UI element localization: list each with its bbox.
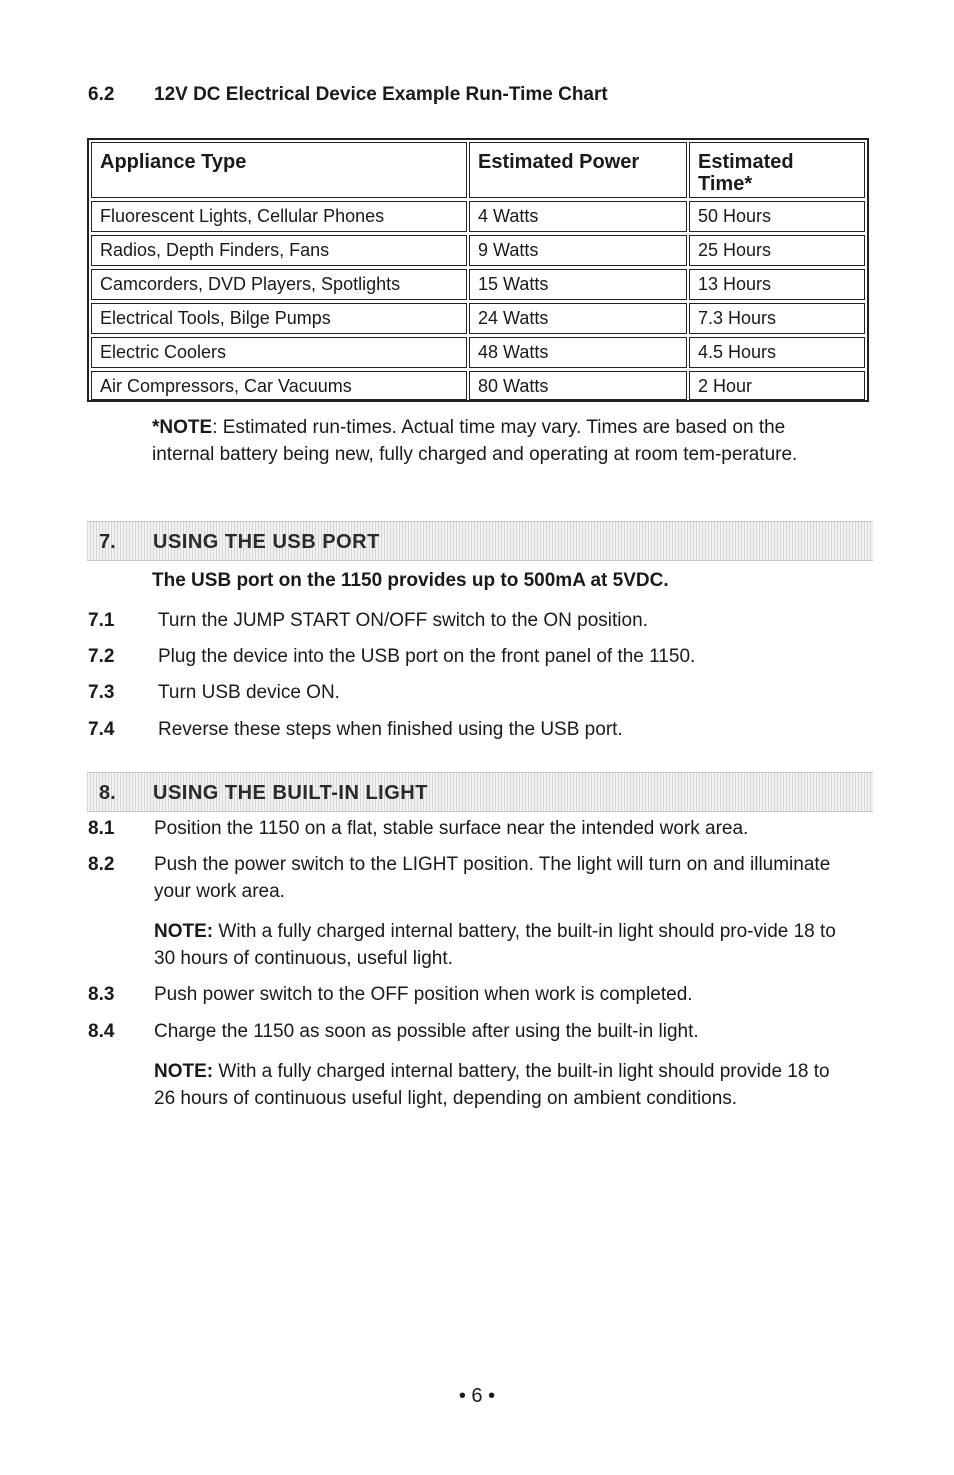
page-number: • 6 • [458, 1385, 496, 1407]
light-note-2 [154, 1058, 854, 1112]
section-number: 6.2 [88, 84, 115, 105]
header-appliance-type: Appliance Type [91, 142, 467, 198]
table-cell-power: 15 Watts [469, 269, 687, 300]
section-title: 12V DC Electrical Device Example Run-Time Chart [154, 84, 608, 105]
section-7-banner [87, 521, 873, 561]
section-8-banner [87, 772, 873, 812]
table-cell-power: 24 Watts [469, 303, 687, 334]
table-cell-time: 4.5 Hours [689, 337, 865, 368]
step-text: Turn the JUMP START ON/OFF switch to the ON position. [158, 610, 648, 631]
note-text: With a fully charged internal battery, the built-in light should pro-vide 18 to 30 hours of continuous, useful light. [154, 921, 836, 969]
table-cell-appliance: Electrical Tools, Bilge Pumps [91, 303, 467, 334]
table-cell-appliance: Camcorders, DVD Players, Spotlights [91, 269, 467, 300]
step-number: 8.4 [88, 1021, 115, 1042]
step-text: Position the 1150 on a flat, stable surface near the intended work area. [154, 818, 749, 839]
section-number: 8. [99, 782, 116, 804]
table-cell-time: 13 Hours [689, 269, 865, 300]
step-number: 7.4 [88, 719, 115, 740]
usb-intro: The USB port on the 1150 provides up to 500mA at 5VDC. [152, 570, 669, 591]
step-number: 7.3 [88, 682, 115, 703]
note-label: NOTE: [154, 1061, 214, 1082]
step-number: 7.2 [88, 646, 115, 667]
table-cell-power: 4 Watts [469, 201, 687, 232]
run-time-note [152, 414, 852, 468]
table-cell-power: 48 Watts [469, 337, 687, 368]
table-cell-time: 50 Hours [689, 201, 865, 232]
section-number: 7. [99, 531, 116, 553]
step-text: Charge the 1150 as soon as possible after using the built-in light. [154, 1021, 699, 1042]
step-number: 8.1 [88, 818, 115, 839]
step-text: Turn USB device ON. [158, 682, 340, 703]
header-estimated-time: Estimated Time* [689, 142, 865, 198]
step-text: Plug the device into the USB port on the front panel of the 1150. [158, 646, 696, 667]
section-title: USING THE USB PORT [153, 531, 380, 553]
table-cell-power: 80 Watts [469, 371, 687, 400]
step-text: Reverse these steps when finished using the USB port. [158, 719, 623, 740]
step-text: Push the power switch to the LIGHT position. The light will turn on and illuminate your work area. [154, 854, 831, 902]
run-time-table [87, 138, 869, 402]
step-text: Push power switch to the OFF position when work is completed. [154, 984, 693, 1005]
step-number: 7.1 [88, 610, 115, 631]
table-cell-appliance: Electric Coolers [91, 337, 467, 368]
table-cell-time: 7.3 Hours [689, 303, 865, 334]
section-6-2-heading [88, 84, 608, 106]
step-number: 8.2 [88, 854, 115, 875]
table-cell-appliance: Air Compressors, Car Vacuums [91, 371, 467, 400]
step-number: 8.3 [88, 984, 115, 1005]
table-cell-appliance: Fluorescent Lights, Cellular Phones [91, 201, 467, 232]
note-text: : Estimated run-times. Actual time may vary. Times are based on the internal battery being new, fully charged and operating at room tem-perature. [152, 417, 798, 465]
section-title: USING THE BUILT-IN LIGHT [153, 782, 428, 804]
note-text: With a fully charged internal battery, the built-in light should provide 18 to 26 hours of continuous useful light, depending on ambient conditions. [154, 1061, 830, 1109]
table-cell-time: 2 Hour [689, 371, 865, 400]
table-cell-appliance: Radios, Depth Finders, Fans [91, 235, 467, 266]
table-cell-power: 9 Watts [469, 235, 687, 266]
note-label: NOTE: [154, 921, 214, 942]
light-note-1 [154, 918, 854, 972]
table-cell-time: 25 Hours [689, 235, 865, 266]
header-estimated-power: Estimated Power [469, 142, 687, 198]
note-label: *NOTE [152, 417, 213, 438]
